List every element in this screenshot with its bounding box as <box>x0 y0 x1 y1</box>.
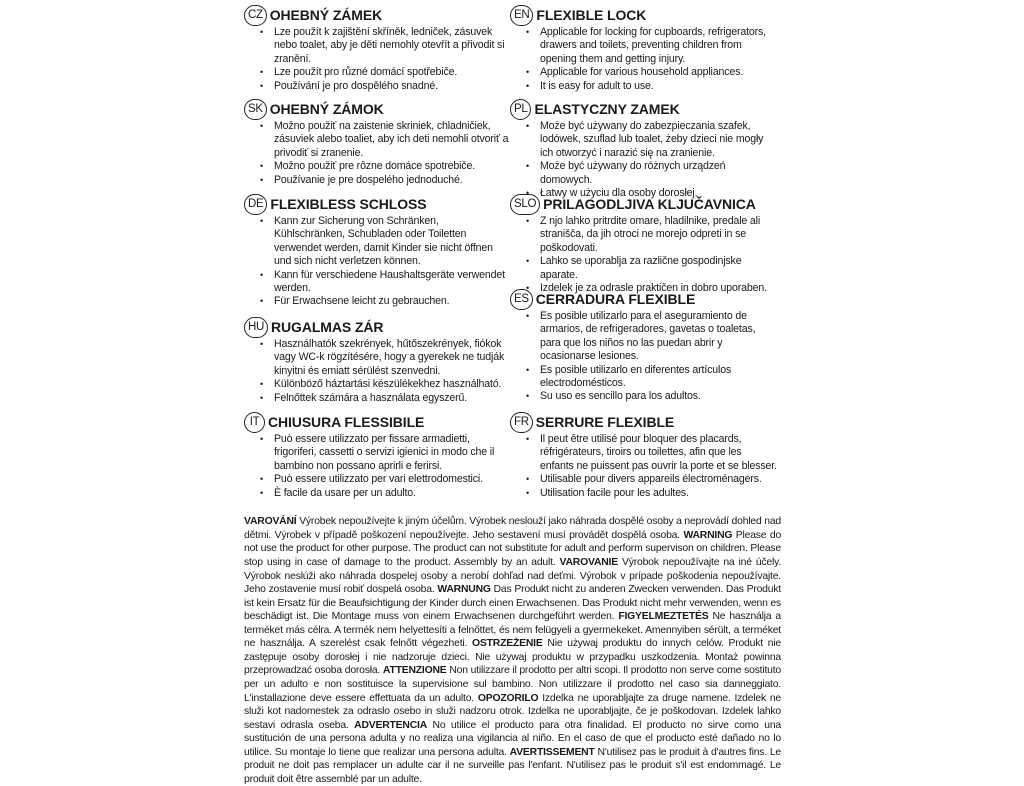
section-de <box>244 193 512 309</box>
bullet-list <box>244 215 512 309</box>
bullet-item: • Lahko se uporablja za različne gospodinjske aparate. <box>540 255 778 282</box>
language-code-badge: PL <box>510 99 531 120</box>
warning-label: OPOZORILO <box>477 692 539 704</box>
section-heading <box>244 193 512 215</box>
section-title: PRILAGODLJIVA KLJUČAVNICA <box>543 196 756 212</box>
warning-text: Izdelka ne uporabljajte za druge namene. Izdelek ne služi kot nadomestek za odraslo osebo in služi nadzoru otrok. Izdelka ne uporabljajte, če je poškodovan. Izdelek lahko sestavi odrasla oseba. <box>244 692 781 731</box>
section-title: RUGALMAS ZÁR <box>271 319 384 335</box>
warning-text: Výrobok nepoužívajte na iné účely. Výrobok neslúži ako náhrada dospelej osoby a nerobí dohľad nad deťmi. Výrobok v prípade poškodenia nepoužívajte. Jeho zostavenie musí robiť dospelá osoba. <box>244 557 782 596</box>
bullet-item: • Applicable for locking for cupboards, refrigerators, drawers and toilets, preventing children from opening them and getting injury. <box>540 26 778 66</box>
bullet-item: • Applicable for various household appliances. <box>540 66 778 79</box>
bullet-item: • Il peut être utilisé pour bloquer des placards, réfrigérateurs, tiroirs ou toilettes, afin que les enfants ne puissent pas ouvrir la porte et se blesser. <box>540 433 778 473</box>
bullet-item: • Łatwy w użyciu dla osoby dorosłej. <box>540 187 778 200</box>
section-title: FLEXIBLESS SCHLOSS <box>270 196 427 212</box>
warning-label: FIGYELMEZTETÉS <box>618 611 709 623</box>
bullet-item: • Kann zur Sicherung von Schränken, Kühlschränken, Schubladen oder Toiletten verwendet werden, damit Kinder sie nicht öffnen und sich nicht verletzen können. <box>274 215 512 269</box>
bullet-item: • Może być używany do zabezpieczania szafek, lodówek, szuflad lub toalet, żeby dzieci nie mogły ich otworzyć i narazić się na zranienie. <box>540 120 778 160</box>
warning-label: VAROVÁNÍ <box>244 516 297 528</box>
bullet-item: • Különböző háztartási készülékekhez használható. <box>274 378 512 391</box>
bullet-item: • Kann für verschiedene Haushaltsgeräte verwendet werden. <box>274 269 512 296</box>
section-title: ELASTYCZNY ZAMEK <box>534 101 680 117</box>
section-title: OHEBNÝ ZÁMEK <box>269 7 383 23</box>
bullet-item: • È facile da usare per un adulto. <box>274 487 512 500</box>
section-pl <box>510 98 778 200</box>
bullet-list <box>510 26 778 93</box>
bullet-item: • Felnőttek számára a használata egyszerű. <box>274 392 512 405</box>
bullet-list <box>244 433 512 500</box>
section-cz <box>244 4 512 93</box>
section-heading <box>510 4 778 26</box>
section-heading <box>510 193 778 215</box>
warning-label: ATTENZIONE <box>382 665 447 677</box>
bullet-item: • Utilisation facile pour les adultes. <box>540 487 778 500</box>
bullet-item: • Možno použiť pre rôzne domáce spotrebiče. <box>274 160 512 173</box>
bullet-item: • Może być używany do różnych urządzeń domowych. <box>540 160 778 187</box>
section-heading <box>510 288 778 310</box>
language-code-badge: EN <box>510 5 533 26</box>
bullet-list <box>244 338 512 405</box>
bullet-list <box>510 215 778 295</box>
section-heading <box>244 98 512 120</box>
section-en <box>510 4 778 93</box>
bullet-item: • Lze použít pro různé domácí spotřebiče. <box>274 66 512 79</box>
bullet-list <box>244 26 512 93</box>
bullet-list <box>510 120 778 200</box>
bullet-item: • Può essere utilizzato per vari elettrodomestici. <box>274 473 512 486</box>
bullet-item: • Può essere utilizzato per fissare armadietti, frigoriferi, cassetti o servizi igienici in modo che il bambino non possano aprirli e ferirsi. <box>274 433 512 473</box>
bullet-item: • Es posible utilizarlo para el aseguramiento de armarios, de refrigeradores, gavetas o toaletas, para que los niños no las puedan abrir y ocasionarse lesiones. <box>540 310 778 364</box>
bullet-item: • Lze použít k zajištění skříněk, ledniček, zásuvek nebo toalet, aby je děti nemohly otevřít a přivodit si zranění. <box>274 26 512 66</box>
bullet-item: • Izdelek je za odrasle praktičen in dobro uporaben. <box>540 282 778 295</box>
bullet-item: • It is easy for adult to use. <box>540 80 778 93</box>
bullet-list <box>244 120 512 187</box>
language-code-badge: DE <box>244 194 267 215</box>
section-sk <box>244 98 512 187</box>
bullet-item: • Su uso es sencillo para los adultos. <box>540 390 778 403</box>
warning-label: WARNING <box>683 529 733 541</box>
bullet-list <box>510 310 778 404</box>
warning-text: Nie używaj produktu do innych celów. Produkt nie zastępuje osoby dorosłej i nie nadzoruje dzieci. Nie używaj produktu w przypadku uszkodzenia. Montaż powinna przeprowadzać osoba dorosła. <box>244 638 782 677</box>
section-title: OHEBNÝ ZÁMOK <box>269 101 384 117</box>
section-fr <box>510 411 778 500</box>
section-heading <box>244 4 512 26</box>
section-heading <box>244 316 512 338</box>
bullet-item: • Für Erwachsene leicht zu gebrauchen. <box>274 295 512 308</box>
warning-paragraph <box>244 515 781 786</box>
bullet-item: • Používání je pro dospělého snadné. <box>274 80 512 93</box>
warning-label: VAROVANIE <box>559 557 618 569</box>
section-hu <box>244 316 512 405</box>
warning-text: Das Produkt nicht zu anderen Zwecken verwenden. Das Produkt ist kein Ersatz für die Beaufsichtigung der Kinder durch einen Erwachsenen. Das Produkt nicht mehr verwenden, wenn es beschädigt ist. Die Montage muss von einem Erwachsenen durchgeführt werden. <box>244 584 782 623</box>
bullet-item: • Es posible utilizarlo en diferentes artículos electrodomésticos. <box>540 364 778 391</box>
language-code-badge: SK <box>244 99 267 120</box>
language-code-badge: HU <box>244 317 268 338</box>
warning-label: AVERTISSEMENT <box>509 746 595 758</box>
language-code-badge: SLO <box>510 194 540 215</box>
section-title: SERRURE FLEXIBLE <box>535 414 675 430</box>
warning-label: OSTRZEŻENIE <box>472 638 543 650</box>
section-heading <box>510 98 778 120</box>
bullet-item: • Utilisable pour divers appareils électroménagers. <box>540 473 778 486</box>
warning-text: No utilice el producto para otra finalidad. El producto no sirve como una sustitución de una persona adulta y no realiza una vigilancia al niño. En el caso de que el producto esté dañado no lo utilice. Su montaje lo tiene que realizar una persona adulta. <box>244 719 782 758</box>
language-code-badge: ES <box>510 289 533 310</box>
warning-text: Ne használja a terméket más célra. A termék nem helyettesíti a felnőttet, és nem felügyeli a gyermekeket. Amennyiben sérült, a terméket ne használja. A szerelést csak felnőtt végezheti. <box>244 611 781 650</box>
language-code-badge: FR <box>510 412 533 433</box>
warning-label: WARNUNG <box>437 584 491 596</box>
section-title: CHIUSURA FLESSIBILE <box>268 414 425 430</box>
bullet-item: • Z njo lahko pritrdite omare, hladilnike, predale ali stranišča, da jih otroci ne morejo odpreti in se poškodovati. <box>540 215 778 255</box>
language-code-badge: IT <box>244 412 265 433</box>
bullet-item: • Používanie je pre dospelého jednoduché. <box>274 174 512 187</box>
section-es <box>510 288 778 404</box>
warning-text: Non utilizzare il prodotto per altri scopi. Il prodotto non serve come sostituto per un adulto e non sostituisce la supervisione sul bambino. Non utilizzare il prodotto nel caso sia danneggiato. L'installazione deve essere effettuata da un adulto. <box>244 665 782 704</box>
bullet-list <box>510 433 778 500</box>
section-title: CERRADURA FLEXIBLE <box>535 291 696 307</box>
bullet-item: • Használhatók szekrények, hűtőszekrények, fiókok vagy WC-k rögzítésére, hogy a gyerekek ne tudják kinyitni és emiatt sérülést szenvedni. <box>274 338 512 378</box>
section-it <box>244 411 512 500</box>
warning-text: Please do not use the product for other purpose. The product can not substitute for adult and perform supervison on children. Please stop using in case of damage to the product. Assembly by an adult. <box>244 529 782 569</box>
warning-text: N'utilisez pas le produit à d'autres fins. Le produit ne doit pas remplacer un adulte car il ne surveille pas l'enfant. N'utilisez pas le produit s'il est endommagé. Le produit doit être assemblé par un adulte. <box>244 746 781 785</box>
section-heading <box>244 411 512 433</box>
bullet-item: • Možno použiť na zaistenie skriniek, chladničiek, zásuviek alebo toaliet, aby ich deti nemohli otvoriť a privodiť si zranenie. <box>274 120 512 160</box>
warning-label: ADVERTENCIA <box>354 719 428 731</box>
language-code-badge: CZ <box>244 5 267 26</box>
section-slo <box>510 193 778 295</box>
section-heading <box>510 411 778 433</box>
section-title: FLEXIBLE LOCK <box>536 7 647 23</box>
warning-text: Výrobek nepoužívejte k jiným účelům. Výrobek neslouží jako náhrada dospělé osoby a neprovádí dohled nad dětmi. Výrobek v případě poškození nepoužívejte. Jeho sestavení musí provádět dospělá osoba. <box>244 516 781 541</box>
